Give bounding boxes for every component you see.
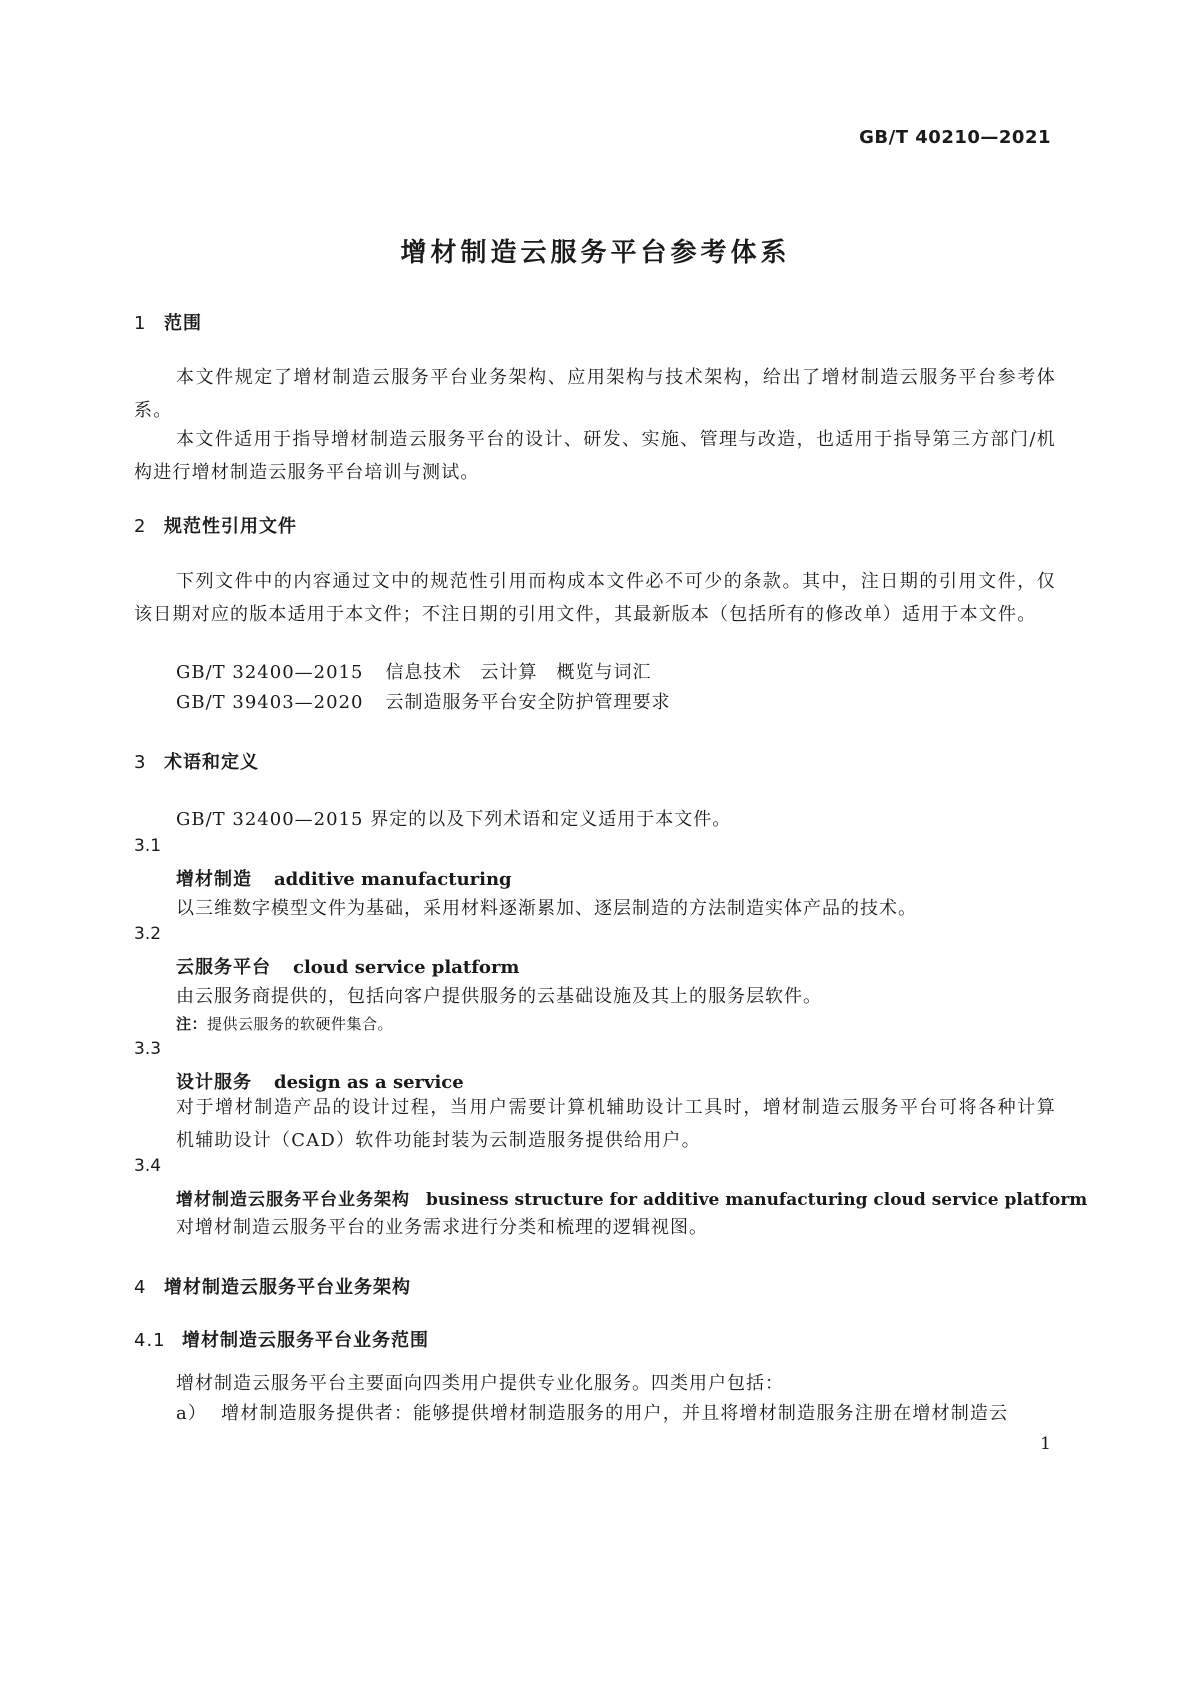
section-number: 3 — [134, 752, 147, 773]
section-3-heading — [134, 748, 259, 774]
reference-title: 信息技术 云计算 概览与词汇 — [385, 662, 652, 683]
term-number: 3.1 — [134, 836, 162, 856]
term-note — [176, 1013, 393, 1034]
term-definition: 由云服务商提供的，包括向客户提供服务的云基础设施及其上的服务层软件。 — [176, 986, 822, 1007]
term-number: 3.3 — [134, 1039, 162, 1059]
normative-reference — [176, 688, 670, 714]
reference-code: GB/T 32400—2015 — [176, 662, 364, 683]
term-definition: 对于增材制造产品的设计过程，当用户需要计算机辅助设计工具时，增材制造云服务平台可将各种计算机辅助设计（CAD）软件功能封装为云制造服务提供给用户。 — [176, 1097, 1056, 1151]
normative-reference — [176, 658, 651, 684]
list-item-a — [176, 1399, 1008, 1425]
section-1-paragraph-1: 本文件规定了增材制造云服务平台业务架构、应用架构与技术架构，给出了增材制造云服务平台参考体系。 — [134, 367, 1056, 421]
term-chinese: 设计服务 — [176, 1072, 252, 1093]
section-2-heading — [134, 512, 297, 538]
term-entry — [176, 953, 519, 979]
term-chinese: 增材制造 — [176, 869, 252, 890]
subsection-title: 增材制造云服务平台业务范围 — [182, 1330, 429, 1351]
standard-number: GB/T 40210—2021 — [859, 127, 1051, 148]
section-4-heading — [134, 1273, 411, 1299]
section-title: 规范性引用文件 — [164, 516, 297, 537]
term-chinese: 云服务平台 — [176, 957, 271, 978]
term-number: 3.2 — [134, 924, 162, 944]
subsection-4-1-heading — [134, 1326, 429, 1352]
page-number: 1 — [1040, 1434, 1051, 1454]
note-label: 注： — [176, 1015, 208, 1033]
term-entry — [176, 865, 512, 891]
term-english: business structure for additive manufacturing cloud service platform — [426, 1190, 1088, 1210]
term-number: 3.4 — [134, 1156, 162, 1176]
term-english: design as a service — [274, 1072, 464, 1093]
term-definition: 对增材制造云服务平台的业务需求进行分类和梳理的逻辑视图。 — [176, 1217, 708, 1238]
section-2-paragraph: 下列文件中的内容通过文中的规范性引用而构成本文件必不可少的条款。其中，注日期的引用文件，仅该日期对应的版本适用于本文件；不注日期的引用文件，其最新版本（包括所有的修改单）适用于本文件。 — [134, 571, 1056, 625]
section-1-paragraph-2: 本文件适用于指导增材制造云服务平台的设计、研发、实施、管理与改造，也适用于指导第三方部门/机构进行增材制造云服务平台培训与测试。 — [134, 429, 1056, 483]
section-number: 4 — [134, 1277, 147, 1298]
term-definition: 以三维数字模型文件为基础，采用材料逐渐累加、逐层制造的方法制造实体产品的技术。 — [176, 898, 917, 919]
list-label: a） — [176, 1403, 208, 1424]
term-chinese: 增材制造云服务平台业务架构 — [176, 1190, 410, 1210]
section-4-paragraph: 增材制造云服务平台主要面向四类用户提供专业化服务。四类用户包括： — [176, 1373, 784, 1394]
section-title: 范围 — [164, 313, 202, 334]
note-text: 提供云服务的软硬件集合。 — [207, 1015, 394, 1033]
list-text: 增材制造服务提供者：能够提供增材制造服务的用户，并且将增材制造服务注册在增材制造云 — [221, 1403, 1009, 1424]
section-3-intro: GB/T 32400—2015 界定的以及下列术语和定义适用于本文件。 — [176, 809, 732, 830]
document-title: 增材制造云服务平台参考体系 — [400, 238, 791, 268]
section-title: 增材制造云服务平台业务架构 — [164, 1277, 411, 1298]
reference-title: 云制造服务平台安全防护管理要求 — [385, 692, 671, 713]
reference-code: GB/T 39403—2020 — [176, 692, 364, 713]
term-english: additive manufacturing — [274, 869, 512, 890]
term-entry — [176, 1185, 1087, 1210]
section-number: 2 — [134, 516, 147, 537]
term-english: cloud service platform — [293, 957, 520, 978]
section-1-heading — [134, 309, 202, 335]
section-title: 术语和定义 — [164, 752, 259, 773]
section-number: 1 — [134, 313, 147, 334]
subsection-number: 4.1 — [134, 1330, 166, 1351]
